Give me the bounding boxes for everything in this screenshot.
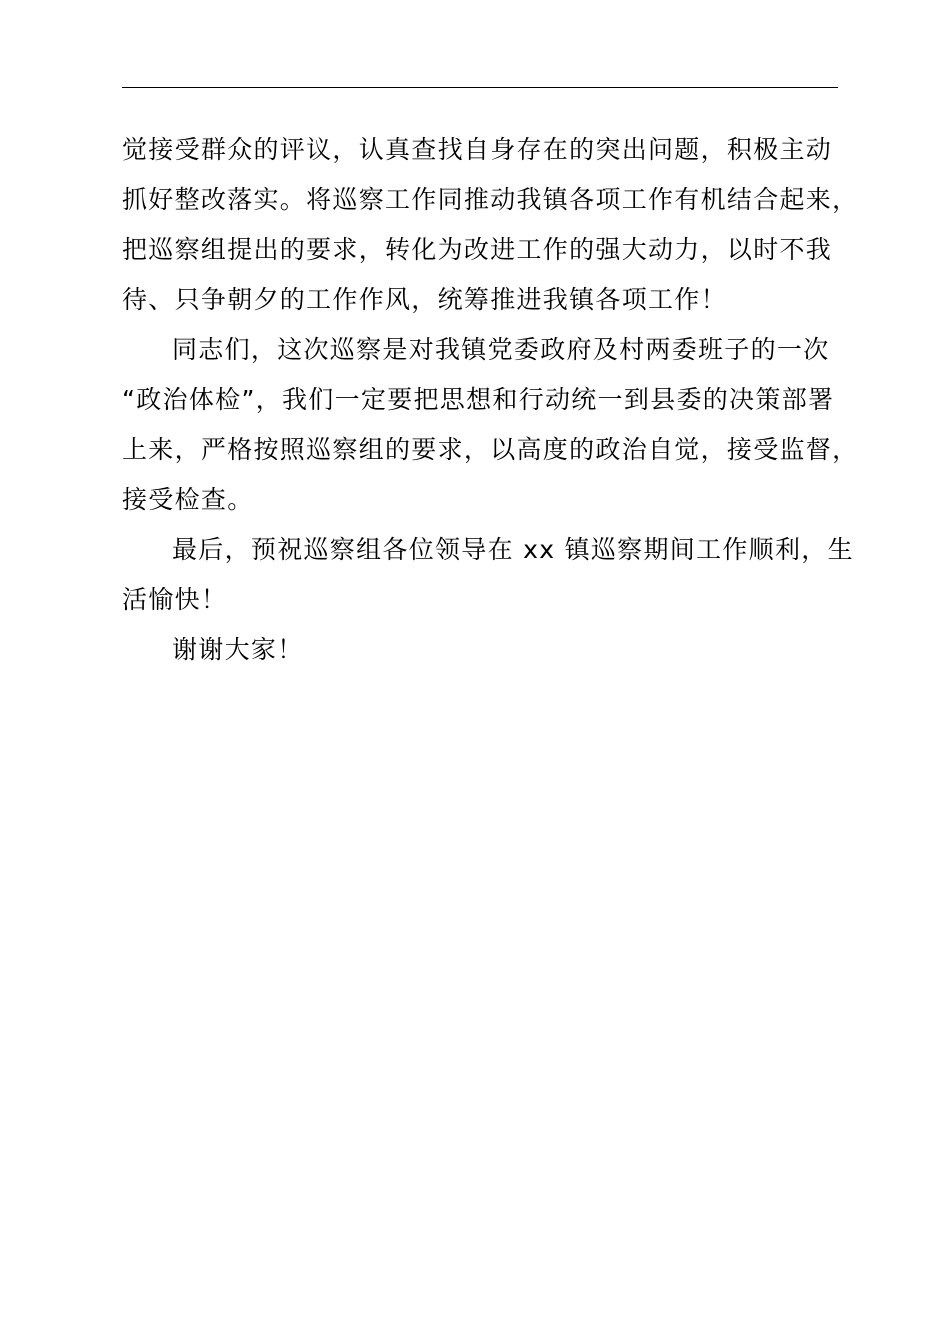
text-line: 活愉快！ bbox=[122, 585, 228, 614]
document-body bbox=[122, 125, 859, 675]
text-line: “政治体检”，我们一定要把思想和行动统一到县委的决策部署 bbox=[122, 385, 835, 414]
header-rule bbox=[122, 87, 838, 88]
text-line: 上来，严格按照巡察组的要求，以高度的政治自觉，接受监督， bbox=[122, 435, 859, 464]
text-line: 待、只争朝夕的工作作风，统筹推进我镇各项工作！ bbox=[122, 285, 727, 314]
closing-line: 谢谢大家！ bbox=[172, 635, 304, 664]
paragraph-start-line: 最后，预祝巡察组各位领导在 xx 镇巡察期间工作顺利，生 bbox=[172, 535, 854, 564]
paragraph-start-line: 同志们，这次巡察是对我镇党委政府及村两委班子的一次 bbox=[172, 335, 830, 364]
text-line: 抓好整改落实。将巡察工作同推动我镇各项工作有机结合起来， bbox=[122, 185, 859, 214]
text-line: 把巡察组提出的要求，转化为改进工作的强大动力，以时不我 bbox=[122, 235, 833, 264]
text-line: 觉接受群众的评议，认真查找自身存在的突出问题，积极主动 bbox=[122, 135, 833, 164]
text-line: 接受检查。 bbox=[122, 485, 254, 514]
